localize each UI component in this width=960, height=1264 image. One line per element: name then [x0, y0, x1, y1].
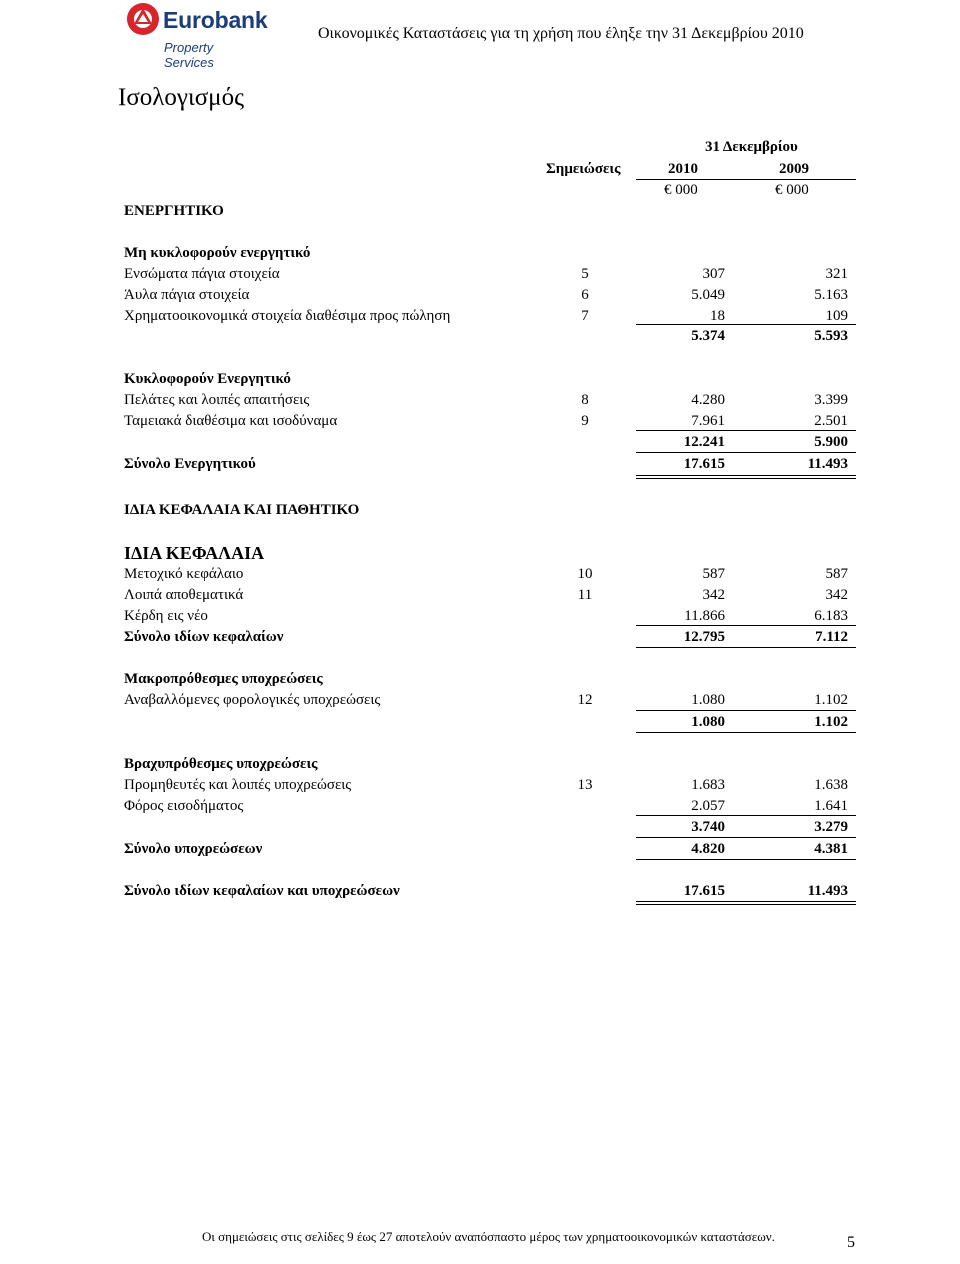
total-underline: [636, 647, 856, 648]
unit-2010: € 000: [664, 182, 698, 198]
equity-liabilities-heading: ΙΔΙΑ ΚΕΦΑΛΑΙΑ ΚΑΙ ΠΑΘΗΤΙΚΟ: [124, 502, 360, 518]
subtotal-rule: [636, 710, 856, 711]
page-number: 5: [847, 1234, 855, 1251]
subtotal-rule: [636, 324, 856, 325]
header-title: Οικονομικές Καταστάσεις για τη χρήση που έληξε την 31 Δεκεμβρίου 2010: [318, 25, 804, 42]
total-rule: [636, 452, 856, 453]
double-underline: [636, 475, 856, 476]
subtotal-rule: [636, 837, 856, 838]
period-header: 31 Δεκεμβρίου: [705, 139, 798, 155]
notes-header: Σημειώσεις: [546, 161, 621, 177]
page-title: Ισολογισμός: [118, 84, 244, 111]
subtotal-rule: [636, 815, 856, 816]
noncurrent-heading: Μη κυκλοφορούν ενεργητικό: [124, 245, 311, 261]
equity-heading: ΙΔΙΑ ΚΕΦΑΛΑΙΑ: [124, 543, 265, 563]
assets-heading: ΕΝΕΡΓΗΤΙΚΟ: [124, 203, 224, 219]
current-heading: Κυκλοφορούν Ενεργητικό: [124, 371, 291, 387]
unit-2009: € 000: [775, 182, 809, 198]
longterm-heading: Μακροπρόθεσμες υποχρεώσεις: [124, 671, 323, 687]
year-2010-header: 2010: [668, 161, 698, 177]
eurobank-logo-icon: [126, 2, 160, 36]
year-2009-header: 2009: [779, 161, 809, 177]
total-underline: [636, 859, 856, 860]
header-rule: [636, 179, 856, 180]
double-underline: [636, 904, 856, 905]
subtotal-rule: [636, 430, 856, 431]
logo-subtitle: Property Services: [164, 40, 214, 70]
double-underline: [636, 901, 856, 902]
footer-note: Οι σημειώσεις στις σελίδες 9 έως 27 αποτελούν αναπόσπαστο μέρος των χρηματοοικονομικών καταστάσεων.: [202, 1229, 775, 1244]
eurobank-logo: [126, 2, 268, 70]
logo-brand: Eurobank: [163, 7, 268, 33]
subtotal-rule: [636, 625, 856, 626]
subtotal-underline: [636, 732, 856, 733]
shortterm-heading: Βραχυπρόθεσμες υποχρεώσεις: [124, 756, 318, 772]
double-underline: [636, 478, 856, 479]
